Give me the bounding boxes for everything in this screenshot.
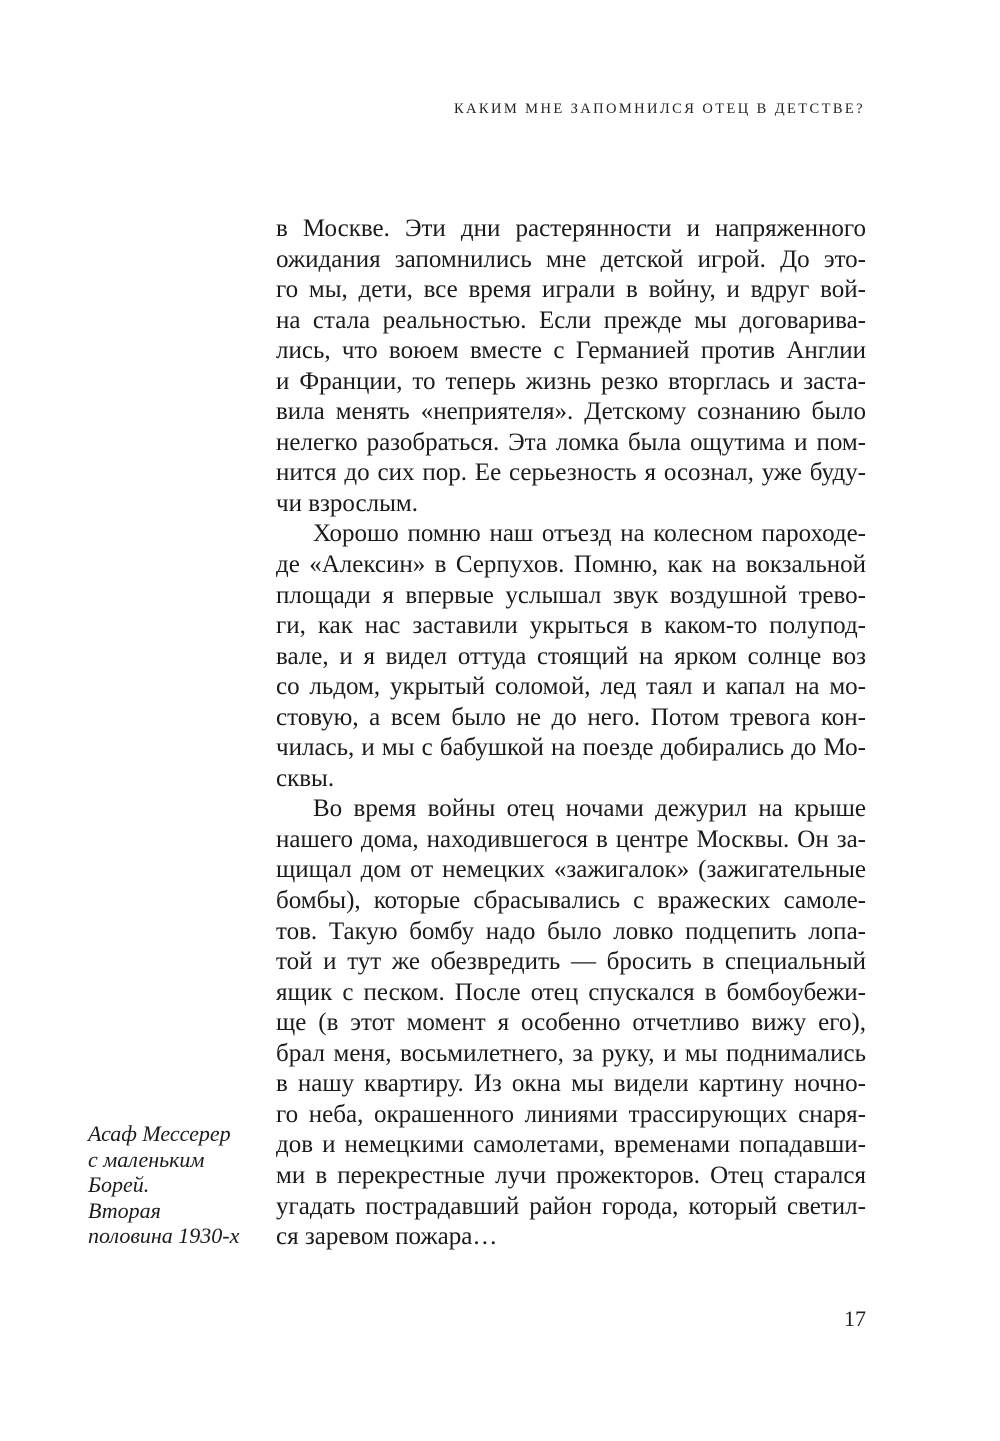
page-number: 17 (844, 1306, 866, 1331)
text-line: го неба, окрашенного линиями трассирующих снаря- (276, 1100, 866, 1128)
text-line: чи взрослым. (276, 489, 418, 517)
text-line: сквы. (276, 764, 335, 792)
text-line: нелегко разобраться. Эта ломка была ощутима и пом- (276, 428, 866, 456)
text-line: в нашу квартиру. Из окна мы видели картину ночно- (276, 1070, 866, 1098)
caption-line: Асаф Мессерер (88, 1121, 231, 1146)
text-line: площади я впервые услышал звук воздушной трево- (276, 581, 866, 609)
text-line: нится до сих пор. Ее серьезность я осознал, уже буду- (276, 459, 866, 487)
text-line: в Москве. Эти дни растерянности и напряженного (276, 215, 866, 242)
text-line: ожидания запомнились мне детской игрой. До это- (276, 245, 866, 273)
text-line: ся заревом пожара… (276, 1223, 498, 1251)
text-line: чилась, и мы с бабушкой на поезде добирались до Мо- (276, 734, 866, 762)
text-line: той и тут же обезвредить — бросить в специальный (276, 948, 866, 976)
text-line: лись, что воюем вместе с Германией против Англии (276, 337, 866, 365)
text-line: щищал дом от немецких «зажигалок» (зажигательные (276, 856, 866, 884)
text-line: угадать пострадавший район города, который светил- (276, 1192, 866, 1220)
text-line: вале, и я видел оттуда стоящий на ярком солнце воз (276, 642, 866, 670)
text-line: вила менять «неприятеля». Детскому сознанию было (276, 398, 866, 426)
text-line: дов и немецкими самолетами, временами попадавши- (276, 1131, 866, 1159)
text-line: со льдом, укрытый соломой, лед таял и капал на мо- (276, 673, 866, 701)
text-line: ги, как нас заставили укрыться в каком-то полупод- (276, 612, 866, 640)
caption-line: половина 1930-х (88, 1223, 240, 1248)
text-line: тов. Такую бомбу надо было ловко подцепить лопа- (276, 917, 866, 945)
caption-line: Вторая (88, 1197, 161, 1223)
text-line: стовую, а всем было не до него. Потом тревога кон- (276, 703, 866, 731)
text-line: бомбы), которые сбрасывались с вражеских самоле- (276, 887, 866, 915)
text-line: де «Алексин» в Серпухов. Помню, как на вокзальной (276, 551, 866, 579)
photo-caption (88, 1121, 263, 1249)
text-line: Хорошо помню наш отъезд на колесном пароходе- (313, 520, 866, 548)
body-text (276, 214, 866, 1253)
text-line: и Франции, то теперь жизнь резко вторглась и заста- (276, 367, 866, 395)
text-line: на стала реальностью. Если прежде мы договарива- (276, 306, 866, 334)
text-line: го мы, дети, все время играли в войну, и вдруг вой- (276, 276, 866, 304)
text-line: Во время войны отец ночами дежурил на крыше (313, 795, 866, 823)
text-line: брал меня, восьмилетнего, за руку, и мы поднимались (276, 1039, 866, 1067)
caption-line: Борей. (88, 1172, 150, 1197)
text-line: ми в перекрестные лучи прожекторов. Отец старался (276, 1161, 866, 1189)
text-line: ще (в этот момент я особенно отчетливо вижу его), (276, 1009, 866, 1037)
running-head: КАКИМ МНЕ ЗАПОМНИЛСЯ ОТЕЦ В ДЕТСТВЕ? (453, 101, 865, 117)
caption-line: с маленьким (88, 1146, 205, 1172)
text-line: нашего дома, находившегося в центре Москвы. Он за- (276, 825, 866, 853)
text-line: ящик с песком. После отец спускался в бомбоубежи- (276, 978, 866, 1006)
